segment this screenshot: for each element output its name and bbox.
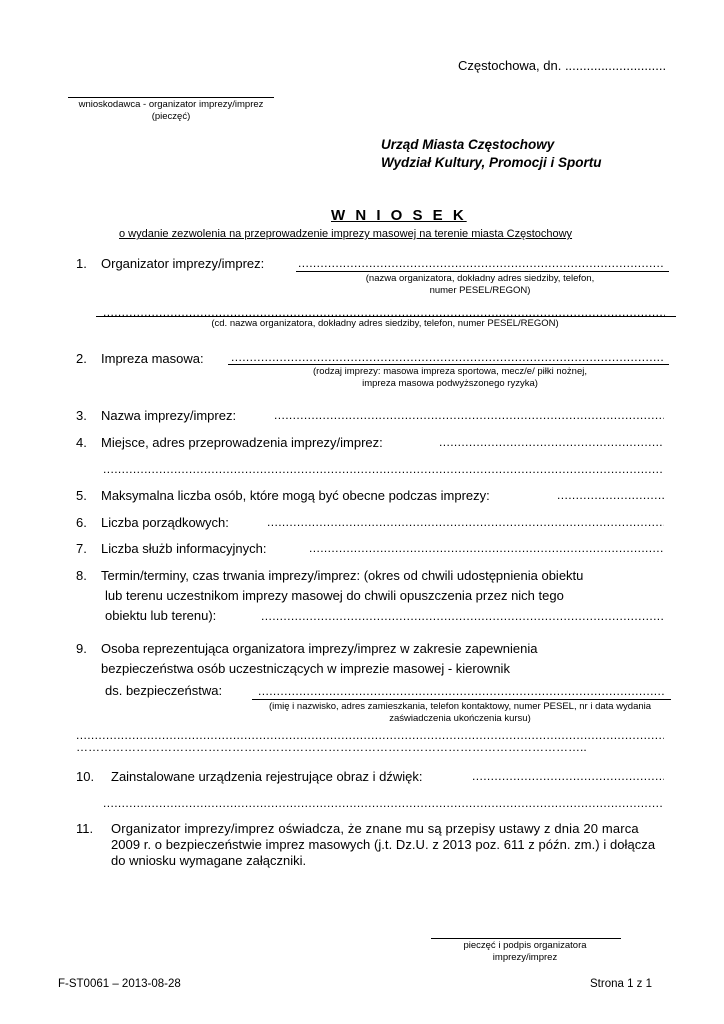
footer-form-code: F-ST0061 – 2013-08-28 — [58, 978, 181, 990]
item-4-label: Miejsce, adres przeprowadzenia imprezy/imprez: — [101, 435, 383, 450]
item-2-label: Impreza masowa: — [101, 351, 204, 366]
item-2-number: 2. — [76, 351, 87, 366]
item-5-field[interactable] — [557, 488, 664, 502]
item-9-number: 9. — [76, 641, 87, 656]
addressee-department: Wydział Kultury, Promocji i Sportu — [381, 155, 602, 170]
item-7-field[interactable] — [309, 541, 664, 555]
item-9-field-extra[interactable]: ……………………………………………………………………………………………………………….. — [76, 740, 587, 754]
item-1-number: 1. — [76, 256, 87, 271]
item-1-continued-underline — [96, 316, 676, 317]
item-7-label: Liczba służb informacyjnych: — [101, 541, 267, 556]
place-date: Częstochowa, dn. ............................ — [458, 58, 667, 73]
item-1-hint: (nazwa organizatora, dokładny adres siedziby, telefon, numer PESEL/REGON) — [365, 273, 595, 296]
item-10-field[interactable] — [472, 769, 664, 783]
footer-page-number: Strona 1 z 1 — [590, 978, 653, 990]
addressee-office: Urząd Miasta Częstochowy — [381, 137, 555, 152]
applicant-caption: wnioskodawca - organizator imprezy/imprez (pieczęć) — [78, 99, 264, 122]
item-8-number: 8. — [76, 568, 87, 583]
item-8-line-3: obiektu lub terenu): — [105, 608, 217, 623]
item-6-field[interactable] — [267, 515, 664, 529]
item-9-field[interactable] — [258, 684, 664, 698]
item-3-number: 3. — [76, 408, 87, 423]
item-10-field-continued[interactable] — [103, 796, 664, 810]
item-9-hint: (imię i nazwisko, adres zamieszkania, telefon kontaktowy, numer PESEL, nr i data wydania zaświadczenia ukończenia kursu) — [268, 701, 652, 724]
item-8-field[interactable] — [261, 609, 664, 623]
item-10-number: 10. — [76, 769, 95, 784]
item-11-number: 11. — [76, 821, 94, 836]
item-5-label: Maksymalna liczba osób, które mogą być obecne podczas imprezy: — [101, 488, 490, 503]
item-1-label: Organizator imprezy/imprez: — [101, 256, 265, 271]
item-7-number: 7. — [76, 541, 87, 556]
item-4-field-continued[interactable] — [103, 462, 664, 476]
document-title: W N I O S E K — [331, 207, 467, 224]
item-4-number: 4. — [76, 435, 87, 450]
item-6-number: 6. — [76, 515, 87, 530]
item-4-field[interactable] — [439, 435, 664, 449]
item-11-line-3: do wniosku wymagane załączniki. — [111, 853, 307, 868]
item-2-field[interactable] — [231, 350, 664, 364]
item-9-line-2: bezpieczeństwa osób uczestniczących w imprezie masowej - kierownik — [101, 661, 510, 676]
item-10-label: Zainstalowane urządzenia rejestrujące obraz i dźwięk: — [111, 769, 423, 784]
item-9-line-3: ds. bezpieczeństwa: — [105, 683, 223, 698]
item-3-label: Nazwa imprezy/imprez: — [101, 408, 237, 423]
item-6-label: Liczba porządkowych: — [101, 515, 229, 530]
applicant-stamp-line — [68, 97, 274, 98]
item-11-line-1: Organizator imprezy/imprez oświadcza, że znane mu są przepisy ustawy z dnia 20 marca — [111, 821, 639, 836]
item-1-underline — [296, 271, 669, 272]
item-1-field[interactable] — [298, 256, 664, 270]
item-2-underline — [228, 364, 669, 365]
item-8-line-1: Termin/terminy, czas trwania imprezy/imprez: (okres od chwili udostępnienia obiektu — [101, 568, 584, 583]
signature-caption: pieczęć i podpis organizatora imprezy/imprez — [463, 940, 587, 963]
item-8-line-2: lub terenu uczestnikom imprezy masowej do chwili opuszczenia przez nich tego — [105, 588, 564, 603]
item-9-underline — [252, 699, 671, 700]
item-3-field[interactable] — [274, 408, 664, 422]
item-2-hint: (rodzaj imprezy: masowa impreza sportowa, mecz/e/ piłki nożnej, impreza masowa podwyższonego ryzyka) — [312, 366, 587, 389]
item-1-continued-hint: (cd. nazwa organizatora, dokładny adres siedziby, telefon, numer PESEL/REGON) — [211, 318, 559, 329]
document-subtitle: o wydanie zezwolenia na przeprowadzenie imprezy masowej na terenie miasta Częstochowy — [119, 228, 573, 240]
item-11-line-2: 2009 r. o bezpieczeństwie imprez masowych (j.t. Dz.U. z 2013 poz. 611 z późn. zm.) i dołącza — [111, 837, 656, 852]
item-5-number: 5. — [76, 488, 87, 503]
item-9-line-1: Osoba reprezentująca organizatora imprezy/imprez w zakresie zapewnienia — [101, 641, 538, 656]
signature-line — [431, 938, 621, 939]
